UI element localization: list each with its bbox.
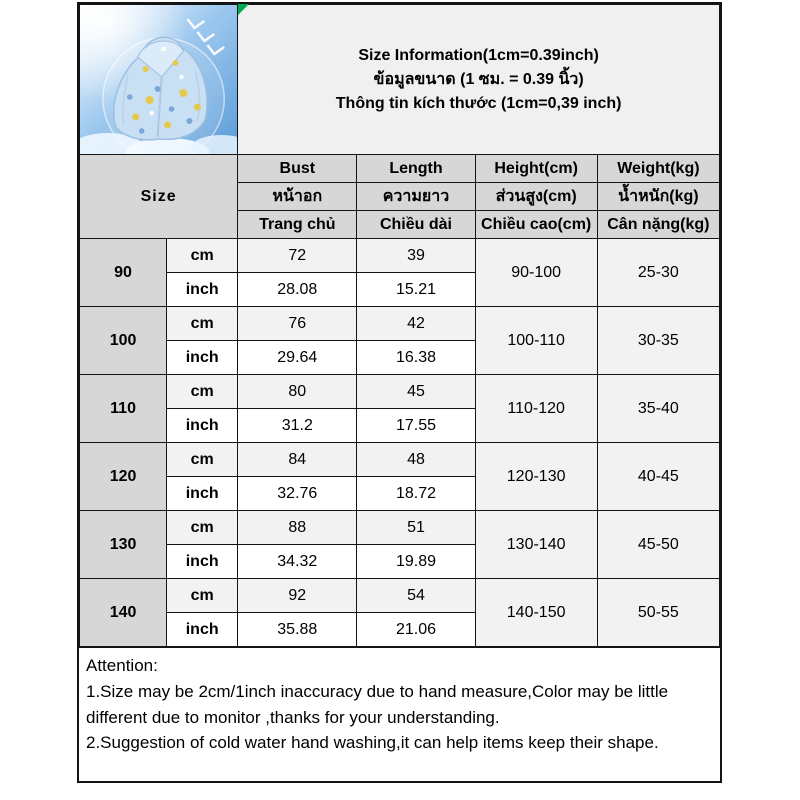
length-cm-value: 42 [357, 307, 475, 341]
unit-cm-label: cm [167, 239, 238, 273]
weight-range-value: 45-50 [597, 511, 719, 579]
unit-cm-label: cm [167, 511, 238, 545]
unit-cm-label: cm [167, 375, 238, 409]
size-120-cm-row [80, 443, 720, 477]
unit-cm-label: cm [167, 443, 238, 477]
col-header-weight-en: Weight(kg) [597, 155, 719, 183]
unit-inch-label: inch [167, 273, 238, 307]
col-header-length-vi: Chiều dài [357, 211, 475, 239]
size-140-cm-row [80, 579, 720, 613]
bust-cm-value: 76 [238, 307, 357, 341]
length-cm-value: 39 [357, 239, 475, 273]
attention-title: Attention: [86, 656, 158, 675]
bust-inch-value: 32.76 [238, 477, 357, 511]
height-range-value: 90-100 [475, 239, 597, 307]
bust-inch-value: 35.88 [238, 613, 357, 647]
length-cm-value: 51 [357, 511, 475, 545]
size-90-cm-row [80, 239, 720, 273]
bust-cm-value: 84 [238, 443, 357, 477]
size-value: 120 [80, 443, 167, 511]
size-110-cm-row [80, 375, 720, 409]
title-vietnamese: Thông tin kích thước (1cm=0,39 inch) [335, 94, 622, 112]
col-header-weight-vi: Cân nặng(kg) [597, 211, 719, 239]
length-inch-value: 15.21 [357, 273, 475, 307]
length-inch-value: 19.89 [357, 545, 475, 579]
product-photo-kids-jacket [80, 5, 237, 154]
bust-inch-value: 31.2 [238, 409, 357, 443]
length-inch-value: 18.72 [357, 477, 475, 511]
size-value: 100 [80, 307, 167, 375]
length-inch-value: 21.06 [357, 613, 475, 647]
product-photo-cell [80, 5, 238, 155]
height-range-value: 130-140 [475, 511, 597, 579]
height-range-value: 140-150 [475, 579, 597, 647]
size-value: 140 [80, 579, 167, 647]
height-range-value: 120-130 [475, 443, 597, 511]
size-column-header: Size [80, 155, 238, 239]
weight-range-value: 50-55 [597, 579, 719, 647]
col-header-height-vi: Chiều cao(cm) [475, 211, 597, 239]
length-cm-value: 54 [357, 579, 475, 613]
length-cm-value: 45 [357, 375, 475, 409]
title-thai: ข้อมูลขนาด (1 ซม. = 0.39 นิ้ว) [373, 70, 584, 88]
unit-inch-label: inch [167, 341, 238, 375]
weight-range-value: 30-35 [597, 307, 719, 375]
col-header-height-en: Height(cm) [475, 155, 597, 183]
size-value: 130 [80, 511, 167, 579]
size-chart-sheet [77, 2, 722, 783]
col-header-length-en: Length [357, 155, 475, 183]
attention-notes [79, 647, 720, 781]
weight-range-value: 25-30 [597, 239, 719, 307]
col-header-height-th: ส่วนสูง(cm) [475, 183, 597, 211]
title-cell [238, 5, 720, 155]
bust-cm-value: 80 [238, 375, 357, 409]
length-cm-value: 48 [357, 443, 475, 477]
bust-cm-value: 72 [238, 239, 357, 273]
size-value: 110 [80, 375, 167, 443]
unit-inch-label: inch [167, 545, 238, 579]
bust-cm-value: 88 [238, 511, 357, 545]
banner-row [80, 5, 720, 155]
unit-cm-label: cm [167, 579, 238, 613]
length-inch-value: 16.38 [357, 341, 475, 375]
col-header-weight-th: น้ำหนัก(kg) [597, 183, 719, 211]
unit-inch-label: inch [167, 409, 238, 443]
unit-inch-label: inch [167, 613, 238, 647]
unit-cm-label: cm [167, 307, 238, 341]
bust-inch-value: 29.64 [238, 341, 357, 375]
col-header-bust-vi: Trang chủ [238, 211, 357, 239]
weight-range-value: 35-40 [597, 375, 719, 443]
col-header-bust-th: หน้าอก [238, 183, 357, 211]
bust-inch-value: 34.32 [238, 545, 357, 579]
attention-note-1: 1.Size may be 2cm/1inch inaccuracy due to hand measure,Color may be little different due to monitor ,thanks for your understanding. [86, 681, 669, 727]
col-header-bust-en: Bust [238, 155, 357, 183]
size-table [79, 4, 720, 647]
weight-range-value: 40-45 [597, 443, 719, 511]
bust-cm-value: 92 [238, 579, 357, 613]
attention-note-2: 2.Suggestion of cold water hand washing,it can help items keep their shape. [86, 733, 659, 753]
header-row-english [80, 155, 720, 183]
title-english: Size Information(1cm=0.39inch) [358, 46, 599, 64]
size-value: 90 [80, 239, 167, 307]
col-header-length-th: ความยาว [357, 183, 475, 211]
height-range-value: 110-120 [475, 375, 597, 443]
size-100-cm-row [80, 307, 720, 341]
bust-inch-value: 28.08 [238, 273, 357, 307]
height-range-value: 100-110 [475, 307, 597, 375]
length-inch-value: 17.55 [357, 409, 475, 443]
unit-inch-label: inch [167, 477, 238, 511]
size-130-cm-row [80, 511, 720, 545]
